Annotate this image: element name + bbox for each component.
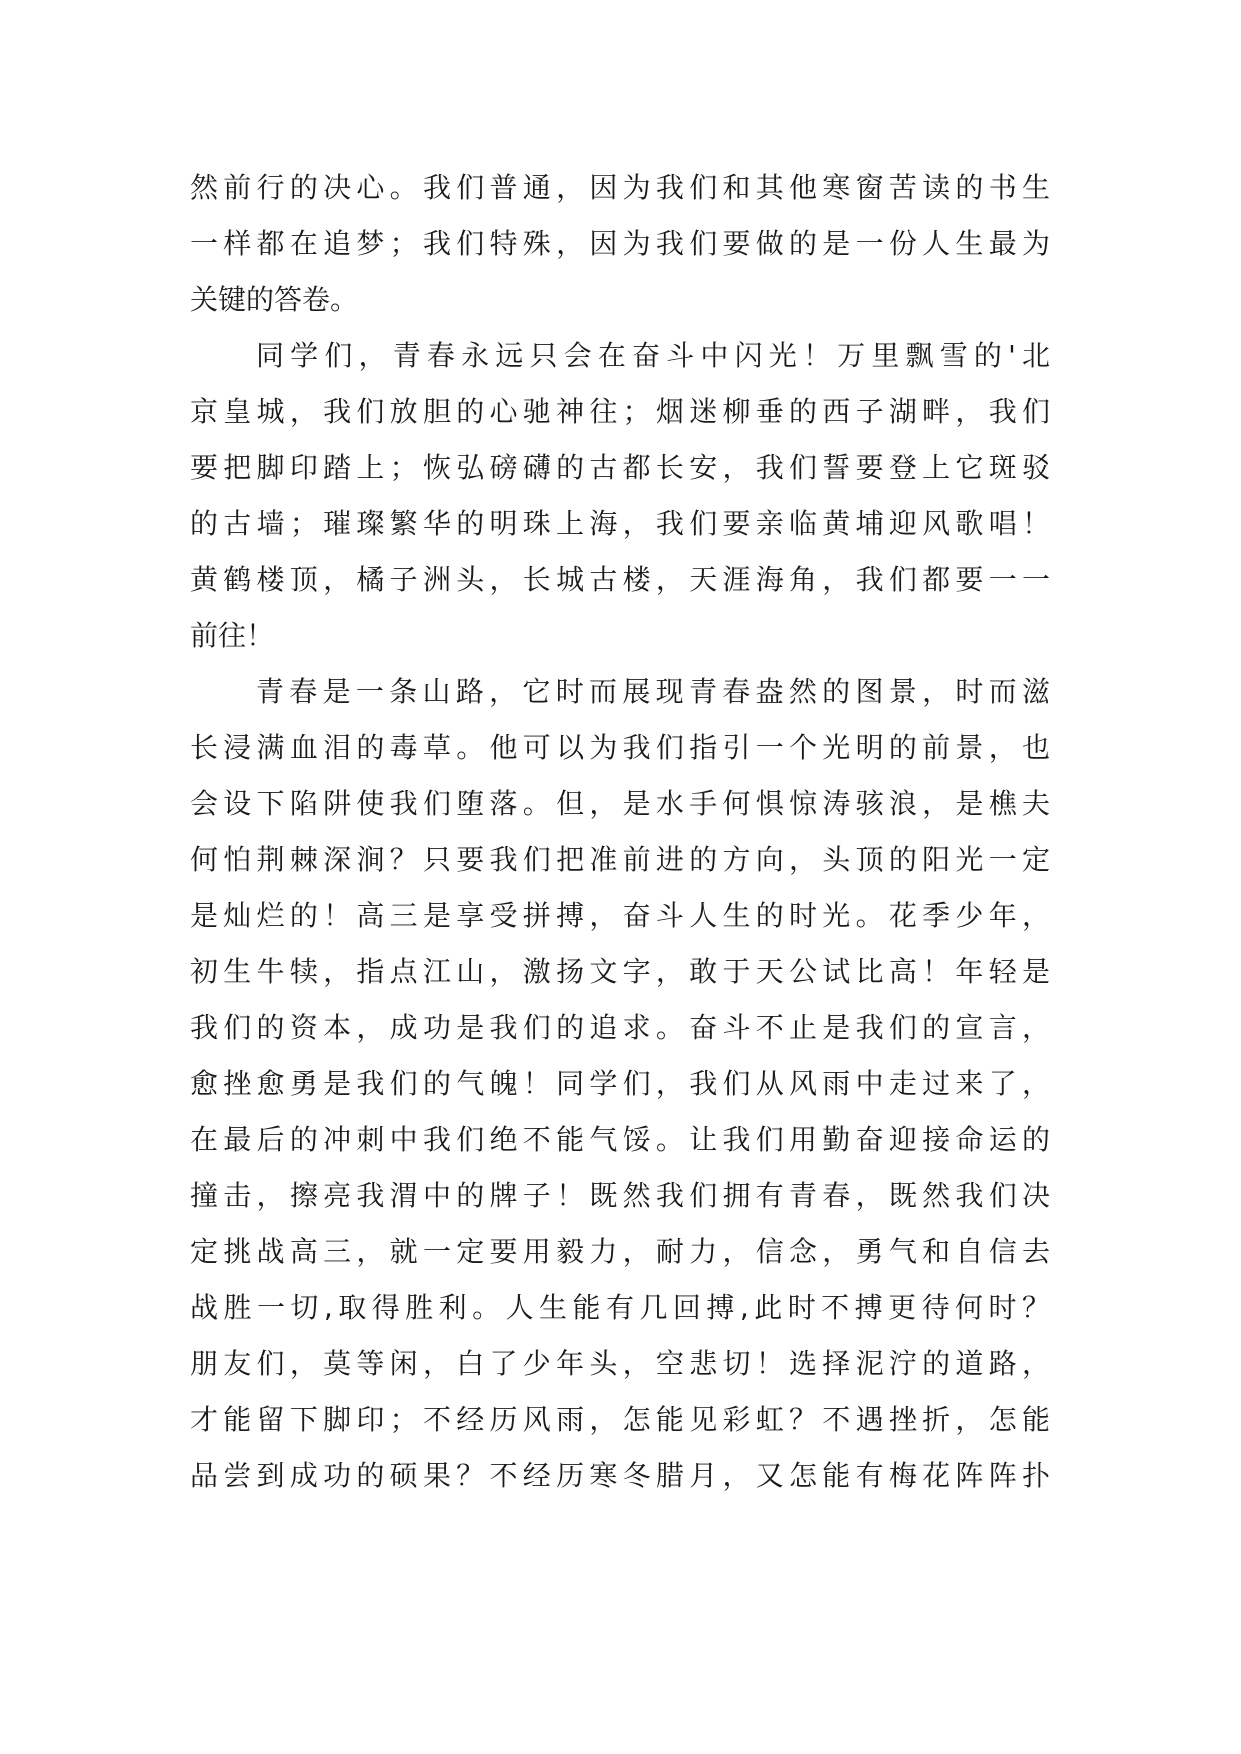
text-line: 定挑战高三，就一定要用毅力，耐力，信念，勇气和自信去 <box>190 1235 1050 1268</box>
text-line: 朋友们，莫等闲，白了少年头，空悲切！选择泥泞的道路， <box>190 1347 1050 1380</box>
text-line: 关键的答卷。 <box>190 283 359 316</box>
text-line: 在最后的冲刺中我们绝不能气馁。让我们用勤奋迎接命运的 <box>190 1123 1050 1156</box>
text-line: 京皇城，我们放胆的心驰神往；烟迷柳垂的西子湖畔，我们 <box>190 395 1050 428</box>
text-line: 初生牛犊，指点江山，激扬文字，敢于天公试比高！年轻是 <box>190 955 1050 988</box>
text-line: 何怕荆棘深涧？只要我们把准前进的方向，头顶的阳光一定 <box>190 843 1050 876</box>
text-line: 黄鹤楼顶，橘子洲头，长城古楼，天涯海角，我们都要一一 <box>190 563 1050 596</box>
text-line: 是灿烂的！高三是享受拼搏，奋斗人生的时光。花季少年， <box>190 899 1050 932</box>
text-line: 愈挫愈勇是我们的气魄！同学们，我们从风雨中走过来了， <box>190 1067 1050 1100</box>
text-line: 然前行的决心。我们普通，因为我们和其他寒窗苦读的书生 <box>190 171 1050 204</box>
text-line: 撞击，擦亮我渭中的牌子！既然我们拥有青春，既然我们决 <box>190 1179 1050 1212</box>
paragraph-1 <box>190 160 1050 328</box>
text-line: 要把脚印踏上；恢弘磅礴的古都长安，我们誓要登上它斑驳 <box>190 451 1050 484</box>
text-line: 的古墙；璀璨繁华的明珠上海，我们要亲临黄埔迎风歌唱！ <box>190 507 1050 540</box>
document-body <box>190 160 1050 1504</box>
text-line: 同学们，青春永远只会在奋斗中闪光！万里飘雪的'北 <box>256 339 1050 372</box>
text-line: 前往！ <box>190 619 275 652</box>
paragraph-2 <box>190 328 1050 664</box>
paragraph-3 <box>190 664 1050 1504</box>
text-line: 青春是一条山路，它时而展现青春盎然的图景，时而滋 <box>256 675 1050 708</box>
text-line: 才能留下脚印；不经历风雨，怎能见彩虹？不遇挫折，怎能 <box>190 1403 1050 1436</box>
text-line: 我们的资本，成功是我们的追求。奋斗不止是我们的宣言， <box>190 1011 1050 1044</box>
text-line: 战胜一切,取得胜利。人生能有几回搏,此时不搏更待何时？ <box>190 1291 1050 1324</box>
text-line: 品尝到成功的硕果？不经历寒冬腊月，又怎能有梅花阵阵扑 <box>190 1459 1050 1492</box>
text-line: 会设下陷阱使我们堕落。但，是水手何惧惊涛骇浪，是樵夫 <box>190 787 1050 820</box>
text-line: 一样都在追梦；我们特殊，因为我们要做的是一份人生最为 <box>190 227 1050 260</box>
text-line: 长浸满血泪的毒草。他可以为我们指引一个光明的前景，也 <box>190 731 1050 764</box>
